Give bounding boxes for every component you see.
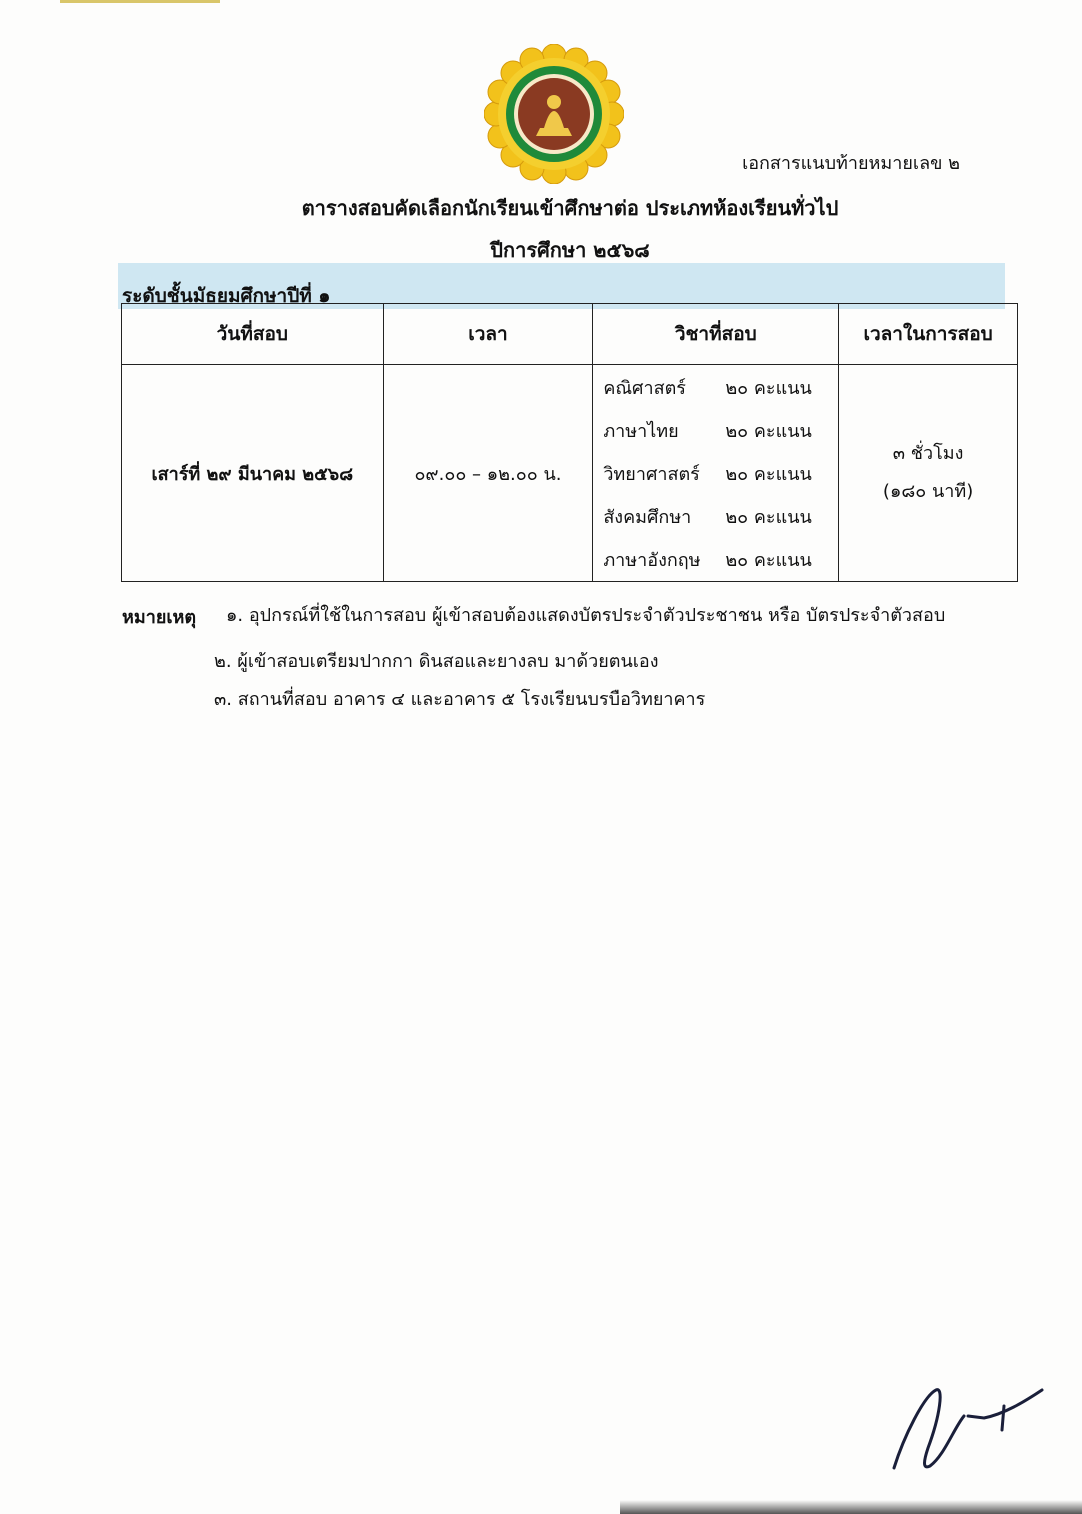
- note-item: ๓. สถานที่สอบ อาคาร ๔ และอาคาร ๕ โรงเรียนบรบือวิทยาคาร: [214, 689, 706, 710]
- header-subject: วิชาที่สอบ: [593, 304, 839, 365]
- note-item: ๑. อุปกรณ์ที่ใช้ในการสอบ ผู้เข้าสอบต้องแสดงบัตรประจำตัวประชาชน หรือ บัตรประจำตัวสอบ: [226, 605, 946, 626]
- duration-minutes: (๑๘๐ นาที): [882, 481, 974, 502]
- school-emblem-logo: [484, 44, 624, 184]
- subject-name: ภาษาไทย: [603, 420, 679, 442]
- subject-item: [603, 416, 838, 445]
- duration-hours: ๓ ชั่วโมง: [892, 443, 964, 464]
- header-time: เวลา: [383, 304, 593, 365]
- subject-score: ๒๐ คะแนน: [725, 377, 812, 399]
- subject-score: ๒๐ คะแนน: [725, 506, 812, 528]
- subject-name: ภาษาอังกฤษ: [603, 549, 701, 571]
- grade-level-label: ระดับชั้นมัธยมศึกษาปีที่ ๑: [122, 285, 331, 307]
- subject-item: [603, 502, 838, 531]
- table-header-row: [122, 304, 1018, 365]
- subjects-cell: [593, 365, 839, 582]
- subject-list: [593, 373, 838, 574]
- top-edge-mark: [60, 0, 220, 3]
- subject-item: [603, 545, 838, 574]
- signature-mark: [884, 1376, 1054, 1476]
- subject-item: [603, 459, 838, 488]
- subject-item: [603, 373, 838, 402]
- exam-time-cell: ๐๙.๐๐ – ๑๒.๐๐ น.: [383, 365, 593, 582]
- header-duration: เวลาในการสอบ: [839, 304, 1018, 365]
- subject-score: ๒๐ คะแนน: [725, 463, 812, 485]
- exam-schedule-table: [121, 303, 1018, 582]
- subject-name: สังคมศึกษา: [603, 506, 692, 528]
- notes-heading: หมายเหตุ: [122, 607, 197, 628]
- subject-score: ๒๐ คะแนน: [725, 549, 812, 571]
- header-date: วันที่สอบ: [122, 304, 384, 365]
- exam-date-cell: เสาร์ที่ ๒๙ มีนาคม ๒๕๖๘: [122, 365, 384, 582]
- table-row: [122, 365, 1018, 582]
- page-title: ตารางสอบคัดเลือกนักเรียนเข้าศึกษาต่อ ประเภทห้องเรียนทั่วไป: [301, 196, 839, 220]
- academic-year: ปีการศึกษา ๒๕๖๘: [490, 238, 650, 262]
- subject-score: ๒๐ คะแนน: [725, 420, 812, 442]
- bottom-edge-shadow: [620, 1500, 1082, 1514]
- subject-name: วิทยาศาสตร์: [603, 463, 700, 485]
- note-item: ๒. ผู้เข้าสอบเตรียมปากกา ดินสอและยางลบ มาด้วยตนเอง: [214, 651, 659, 672]
- subject-name: คณิศาสตร์: [603, 377, 686, 399]
- document-reference: เอกสารแนบท้ายหมายเลข ๒: [742, 153, 960, 174]
- exam-duration-cell: [839, 365, 1018, 582]
